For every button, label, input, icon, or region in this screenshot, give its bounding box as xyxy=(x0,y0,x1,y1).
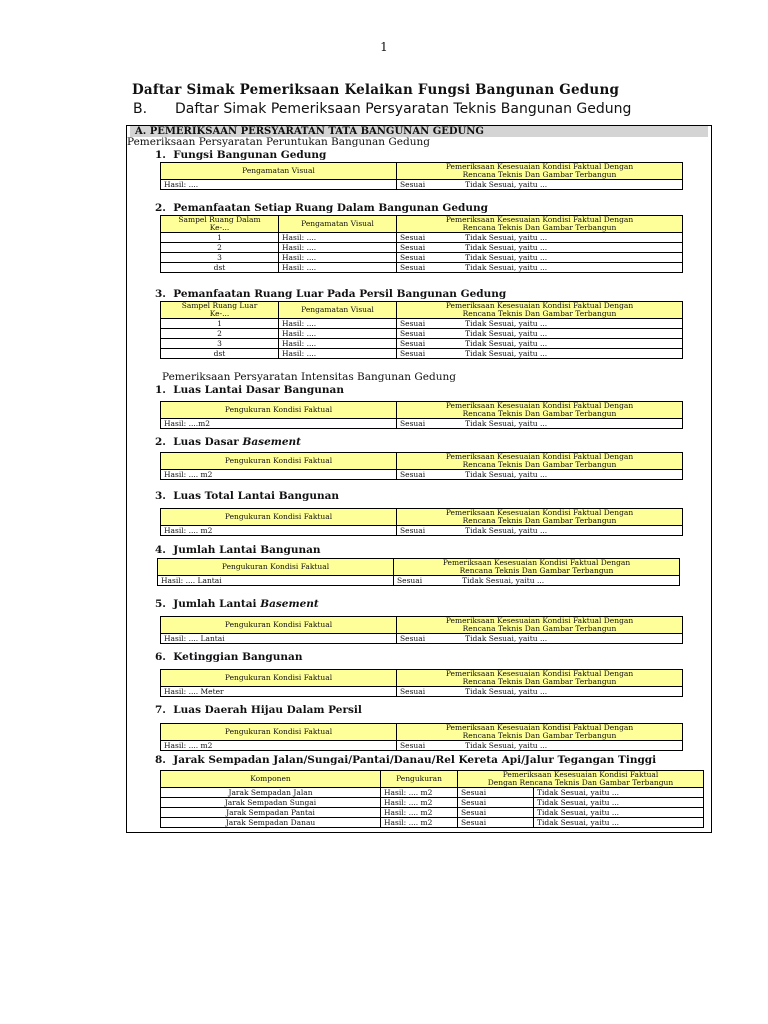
status-cell[interactable] xyxy=(394,576,680,586)
sesuai-option[interactable]: Sesuai xyxy=(400,526,426,535)
tidak-sesuai-option[interactable]: Tidak Sesuai, yaitu ... xyxy=(534,788,704,798)
sesuai-option[interactable]: Sesuai xyxy=(397,576,423,585)
sample-cell: 3 xyxy=(161,339,279,349)
hasil-cell[interactable]: Hasil: .... m2 xyxy=(381,798,458,808)
table-row xyxy=(161,788,704,798)
item-title: Ketinggian Bangunan xyxy=(173,651,303,663)
sample-cell: 2 xyxy=(161,329,279,339)
table-jumlah-basement xyxy=(160,616,683,644)
page-number: 1 xyxy=(380,40,388,54)
hasil-cell[interactable]: Hasil: .... m2 xyxy=(161,741,397,751)
header-pengukuran: Pengukuran Kondisi Faktual xyxy=(161,670,397,687)
tidak-sesuai-option[interactable]: Tidak Sesuai, yaitu ... xyxy=(534,798,704,808)
table-header-row xyxy=(158,559,680,576)
tidak-sesuai-option[interactable]: Tidak Sesuai, yaitu ... xyxy=(465,634,548,643)
sesuai-option[interactable]: Sesuai xyxy=(400,180,426,189)
status-cell[interactable] xyxy=(397,253,683,263)
sample-cell: dst xyxy=(161,263,279,273)
sesuai-option[interactable]: Sesuai xyxy=(400,419,426,428)
hasil-cell[interactable]: Hasil: ....m2 xyxy=(161,419,397,429)
status-cell[interactable] xyxy=(397,243,683,253)
hasil-cell[interactable]: Hasil: .... m2 xyxy=(381,788,458,798)
header-pemeriksaan: Pemeriksaan Kesesuaian Kondisi Faktual Dengan Rencana Teknis Dan Gambar Terbangun xyxy=(397,302,683,319)
hasil-cell[interactable]: Hasil: .... m2 xyxy=(381,808,458,818)
item-title: Luas Lantai Dasar Bangunan xyxy=(173,384,344,396)
komponen-cell: Jarak Sempadan Jalan xyxy=(161,788,381,798)
tidak-sesuai-option[interactable]: Tidak Sesuai, yaitu ... xyxy=(465,741,548,750)
hasil-cell[interactable]: Hasil: .... xyxy=(279,243,397,253)
item-number: 1. xyxy=(155,384,166,396)
table-header-row xyxy=(161,617,683,634)
header-pengukuran: Pengukuran Kondisi Faktual xyxy=(161,402,397,419)
komponen-cell: Jarak Sempadan Pantai xyxy=(161,808,381,818)
tidak-sesuai-option[interactable]: Tidak Sesuai, yaitu ... xyxy=(465,263,548,272)
item-luas-basement-heading xyxy=(155,436,301,448)
header-pemeriksaan: Pemeriksaan Kesesuaian Kondisi Faktual Dengan Rencana Teknis Dan Gambar Terbangun xyxy=(397,216,683,233)
item-title: Luas Total Lantai Bangunan xyxy=(173,490,340,502)
header-pengukuran: Pengukuran Kondisi Faktual xyxy=(161,617,397,634)
tidak-sesuai-option[interactable]: Tidak Sesuai, yaitu ... xyxy=(534,808,704,818)
table-row xyxy=(161,526,683,536)
table-header-row xyxy=(161,771,704,788)
table-header-row xyxy=(161,509,683,526)
hasil-cell[interactable]: Hasil: .... xyxy=(279,263,397,273)
sesuai-option[interactable]: Sesuai xyxy=(400,263,426,272)
item-daerah-hijau-heading xyxy=(155,704,362,716)
header-sampel: Sampel Ruang Dalam Ke-... xyxy=(161,216,279,233)
table-luas-basement xyxy=(160,452,683,480)
komponen-cell: Jarak Sempadan Sungai xyxy=(161,798,381,808)
item-jarak-heading xyxy=(155,754,656,766)
sesuai-option[interactable]: Sesuai xyxy=(458,818,534,828)
header-komponen: Komponen xyxy=(161,771,381,788)
tidak-sesuai-option[interactable]: Tidak Sesuai, yaitu ... xyxy=(465,319,548,328)
table-header-row xyxy=(161,216,683,233)
status-cell[interactable] xyxy=(397,233,683,243)
sesuai-option[interactable]: Sesuai xyxy=(400,233,426,242)
item-jumlah-basement-heading xyxy=(155,598,319,610)
item-ketinggian-heading xyxy=(155,651,302,663)
table-row xyxy=(161,349,683,359)
table-row xyxy=(161,470,683,480)
item-number: 1. xyxy=(155,149,166,161)
tidak-sesuai-option[interactable]: Tidak Sesuai, yaitu ... xyxy=(465,526,548,535)
item-number: 2. xyxy=(155,202,166,214)
tidak-sesuai-option[interactable]: Tidak Sesuai, yaitu ... xyxy=(534,818,704,828)
sesuai-option[interactable]: Sesuai xyxy=(458,808,534,818)
document-title: Daftar Simak Pemeriksaan Kelaikan Fungsi Bangunan Gedung xyxy=(132,82,620,98)
tidak-sesuai-option[interactable]: Tidak Sesuai, yaitu ... xyxy=(465,339,548,348)
intensitas-title: Pemeriksaan Persyaratan Intensitas Bangunan Gedung xyxy=(162,371,456,383)
header-pengamatan: Pengamatan Visual xyxy=(161,163,397,180)
sesuai-option[interactable]: Sesuai xyxy=(400,687,426,696)
table-header-row xyxy=(161,670,683,687)
sesuai-option[interactable]: Sesuai xyxy=(400,243,426,252)
hasil-cell[interactable]: Hasil: .... xyxy=(279,339,397,349)
item-title-italic: Basement xyxy=(260,598,319,610)
tidak-sesuai-option[interactable]: Tidak Sesuai, yaitu ... xyxy=(465,470,548,479)
tidak-sesuai-option[interactable]: Tidak Sesuai, yaitu ... xyxy=(465,180,548,189)
sesuai-option[interactable]: Sesuai xyxy=(400,329,426,338)
hasil-cell[interactable]: Hasil: .... xyxy=(161,180,397,190)
sample-cell: 1 xyxy=(161,233,279,243)
table-row xyxy=(161,634,683,644)
sesuai-option[interactable]: Sesuai xyxy=(400,339,426,348)
komponen-cell: Jarak Sempadan Danau xyxy=(161,818,381,828)
item-luas-total-heading xyxy=(155,490,339,502)
item-number: 6. xyxy=(155,651,166,663)
table-row xyxy=(161,339,683,349)
peruntukan-title: Pemeriksaan Persyaratan Peruntukan Bangunan Gedung xyxy=(127,136,430,148)
item-title: Luas Dasar xyxy=(173,436,243,448)
table-daerah-hijau xyxy=(160,723,683,751)
header-pemeriksaan: Pemeriksaan Kesesuaian Kondisi Faktual Dengan Rencana Teknis Dan Gambar Terbangun xyxy=(397,163,683,180)
status-cell[interactable] xyxy=(397,319,683,329)
table-header-row xyxy=(161,453,683,470)
table-row xyxy=(161,243,683,253)
table-header-row xyxy=(161,302,683,319)
table-row xyxy=(161,798,704,808)
status-cell[interactable] xyxy=(397,329,683,339)
item-title-italic: Basement xyxy=(242,436,302,448)
tidak-sesuai-option[interactable]: Tidak Sesuai, yaitu ... xyxy=(465,419,548,428)
item-fungsi-heading xyxy=(155,149,326,161)
item-luas-dasar-heading xyxy=(155,384,344,396)
tidak-sesuai-option[interactable]: Tidak Sesuai, yaitu ... xyxy=(465,253,548,262)
item-number: 5. xyxy=(155,598,166,610)
hasil-cell[interactable]: Hasil: .... xyxy=(279,253,397,263)
hasil-cell[interactable]: Hasil: .... xyxy=(279,319,397,329)
table-row xyxy=(161,263,683,273)
header-pemeriksaan: Pemeriksaan Kesesuaian Kondisi Faktual Dengan Rencana Teknis Dan Gambar Terbangun xyxy=(458,771,704,788)
table-header-row xyxy=(161,724,683,741)
item-number: 3. xyxy=(155,490,166,502)
table-row xyxy=(161,253,683,263)
item-title: Luas Daerah Hijau Dalam Persil xyxy=(173,704,362,716)
table-ketinggian xyxy=(160,669,683,697)
status-cell[interactable] xyxy=(397,634,683,644)
tidak-sesuai-option[interactable]: Tidak Sesuai, yaitu ... xyxy=(462,576,545,585)
tidak-sesuai-option[interactable]: Tidak Sesuai, yaitu ... xyxy=(465,687,548,696)
header-pemeriksaan: Pemeriksaan Kesesuaian Kondisi Faktual Dengan Rencana Teknis Dan Gambar Terbangun xyxy=(394,559,680,576)
table-ruang-luar xyxy=(160,301,683,359)
item-number: 7. xyxy=(155,704,166,716)
header-pengamatan: Pengamatan Visual xyxy=(279,302,397,319)
tidak-sesuai-option[interactable]: Tidak Sesuai, yaitu ... xyxy=(465,349,548,358)
header-pemeriksaan: Pemeriksaan Kesesuaian Kondisi Faktual Dengan Rencana Teknis Dan Gambar Terbangun xyxy=(397,617,683,634)
status-cell[interactable] xyxy=(397,339,683,349)
table-header-row xyxy=(161,402,683,419)
header-sampel: Sampel Ruang Luar Ke-... xyxy=(161,302,279,319)
item-title: Jumlah Lantai xyxy=(173,598,261,610)
section-a-title: A. PEMERIKSAAN PERSYARATAN TATA BANGUNAN GEDUNG xyxy=(130,126,708,137)
table-row xyxy=(161,319,683,329)
sesuai-option[interactable]: Sesuai xyxy=(400,634,426,643)
table-row xyxy=(161,808,704,818)
status-cell[interactable] xyxy=(397,263,683,273)
hasil-cell[interactable]: Hasil: .... Lantai xyxy=(161,634,397,644)
status-cell[interactable] xyxy=(397,419,683,429)
sample-cell: 2 xyxy=(161,243,279,253)
item-title: Jumlah Lantai Bangunan xyxy=(173,544,321,556)
table-row xyxy=(158,576,680,586)
header-pemeriksaan: Pemeriksaan Kesesuaian Kondisi Faktual Dengan Rencana Teknis Dan Gambar Terbangun xyxy=(397,670,683,687)
status-cell[interactable] xyxy=(397,741,683,751)
table-row xyxy=(161,741,683,751)
hasil-cell[interactable]: Hasil: .... xyxy=(279,349,397,359)
sesuai-option[interactable]: Sesuai xyxy=(400,253,426,262)
status-cell[interactable] xyxy=(397,180,683,190)
table-row xyxy=(161,818,704,828)
table-fungsi xyxy=(160,162,683,190)
hasil-cell[interactable]: Hasil: .... Meter xyxy=(161,687,397,697)
item-title: Pemanfaatan Ruang Luar Pada Persil Bangunan Gedung xyxy=(173,288,507,300)
header-pengukuran: Pengukuran Kondisi Faktual xyxy=(161,509,397,526)
item-jumlah-lantai-heading xyxy=(155,544,321,556)
hasil-cell[interactable]: Hasil: .... m2 xyxy=(161,526,397,536)
header-pengamatan: Pengamatan Visual xyxy=(279,216,397,233)
tidak-sesuai-option[interactable]: Tidak Sesuai, yaitu ... xyxy=(465,329,548,338)
table-row xyxy=(161,180,683,190)
table-row xyxy=(161,233,683,243)
header-pemeriksaan: Pemeriksaan Kesesuaian Kondisi Faktual Dengan Rencana Teknis Dan Gambar Terbangun xyxy=(397,453,683,470)
table-row xyxy=(161,687,683,697)
item-ruang-dalam-heading xyxy=(155,202,488,214)
header-pengukuran: Pengukuran Kondisi Faktual xyxy=(161,724,397,741)
table-row xyxy=(161,419,683,429)
status-cell[interactable] xyxy=(397,687,683,697)
table-ruang-dalam xyxy=(160,215,683,273)
table-row xyxy=(161,329,683,339)
table-luas-total xyxy=(160,508,683,536)
tidak-sesuai-option[interactable]: Tidak Sesuai, yaitu ... xyxy=(465,233,548,242)
item-title: Jarak Sempadan Jalan/Sungai/Pantai/Danau/Rel Kereta Api/Jalur Tegangan Tinggi xyxy=(173,754,657,766)
sesuai-option[interactable]: Sesuai xyxy=(458,798,534,808)
header-pemeriksaan: Pemeriksaan Kesesuaian Kondisi Faktual Dengan Rencana Teknis Dan Gambar Terbangun xyxy=(397,402,683,419)
table-luas-dasar xyxy=(160,401,683,429)
section-b-title: Daftar Simak Pemeriksaan Persyaratan Teknis Bangunan Gedung xyxy=(175,101,632,117)
hasil-cell[interactable]: Hasil: .... xyxy=(279,329,397,339)
sesuai-option[interactable]: Sesuai xyxy=(400,741,426,750)
hasil-cell[interactable]: Hasil: .... m2 xyxy=(161,470,397,480)
item-number: 4. xyxy=(155,544,166,556)
section-b-heading xyxy=(133,101,632,117)
sample-cell: 1 xyxy=(161,319,279,329)
sesuai-option[interactable]: Sesuai xyxy=(400,470,426,479)
table-jarak xyxy=(160,770,704,828)
section-b-letter: B. xyxy=(133,101,148,117)
item-title: Pemanfaatan Setiap Ruang Dalam Bangunan Gedung xyxy=(173,202,488,214)
sesuai-option[interactable]: Sesuai xyxy=(400,349,426,358)
tidak-sesuai-option[interactable]: Tidak Sesuai, yaitu ... xyxy=(465,243,548,252)
hasil-cell[interactable]: Hasil: .... xyxy=(279,233,397,243)
item-ruang-luar-heading xyxy=(155,288,506,300)
hasil-cell[interactable]: Hasil: .... m2 xyxy=(381,818,458,828)
table-header-row xyxy=(161,163,683,180)
item-title: Fungsi Bangunan Gedung xyxy=(173,149,327,161)
table-jumlah-lantai xyxy=(157,558,680,586)
header-pengukuran: Pengukuran xyxy=(381,771,458,788)
item-number: 8. xyxy=(155,754,166,766)
sample-cell: 3 xyxy=(161,253,279,263)
sample-cell: dst xyxy=(161,349,279,359)
sesuai-option[interactable]: Sesuai xyxy=(400,319,426,328)
status-cell[interactable] xyxy=(397,349,683,359)
status-cell[interactable] xyxy=(397,470,683,480)
item-number: 3. xyxy=(155,288,166,300)
sesuai-option[interactable]: Sesuai xyxy=(458,788,534,798)
header-pengukuran: Pengukuran Kondisi Faktual xyxy=(161,453,397,470)
header-pemeriksaan: Pemeriksaan Kesesuaian Kondisi Faktual Dengan Rencana Teknis Dan Gambar Terbangun xyxy=(397,724,683,741)
header-pengukuran: Pengukuran Kondisi Faktual xyxy=(158,559,394,576)
header-pemeriksaan: Pemeriksaan Kesesuaian Kondisi Faktual Dengan Rencana Teknis Dan Gambar Terbangun xyxy=(397,509,683,526)
hasil-cell[interactable]: Hasil: .... Lantai xyxy=(158,576,394,586)
item-number: 2. xyxy=(155,436,166,448)
status-cell[interactable] xyxy=(397,526,683,536)
